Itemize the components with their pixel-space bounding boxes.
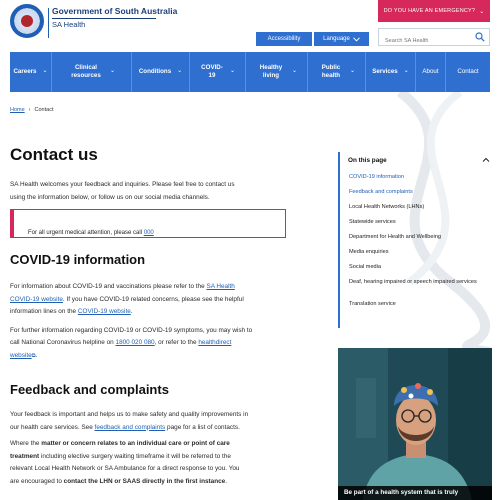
breadcrumb-separator: ›: [28, 107, 31, 113]
on-this-page-title: On this page: [348, 157, 387, 164]
government-name[interactable]: Government of South Australia: [52, 6, 178, 16]
nav-item-careers[interactable]: [10, 52, 52, 92]
feedback-complaints-link[interactable]: feedback and complaints: [94, 423, 166, 431]
promo-caption: Be part of a health system that is truly: [338, 486, 492, 500]
chevron-down-icon: [353, 37, 360, 42]
nav-item-label: Careers: [13, 67, 37, 75]
careers-promo-card[interactable]: [338, 348, 492, 500]
search-box: [378, 28, 490, 46]
breadcrumb-home-link[interactable]: Home: [10, 107, 25, 113]
urgent-text: [28, 221, 154, 239]
otp-item-covid[interactable]: [349, 174, 489, 189]
otp-item-label: Statewide services: [349, 219, 396, 225]
text: our health care services. See: [10, 423, 95, 431]
urgent-callout: [10, 209, 286, 238]
language-button[interactable]: [314, 32, 369, 46]
nav-item-contact[interactable]: [446, 52, 490, 92]
text: Where the: [10, 440, 42, 447]
page-title: Contact us: [10, 145, 98, 164]
text: page for a list of contacts.: [165, 423, 240, 431]
intro-line: using the information below, or follow us on our social media channels.: [10, 193, 210, 201]
otp-item-label: COVID-19 information: [349, 174, 405, 180]
sa-health-link[interactable]: SA Health: [206, 283, 235, 290]
logo-divider: [48, 8, 49, 38]
nav-item-healthy-living[interactable]: [246, 52, 308, 92]
text: .: [130, 308, 133, 315]
nav-item-public-health[interactable]: [308, 52, 366, 92]
otp-item-translation[interactable]: [349, 301, 489, 316]
external-link-icon: ⧉: [31, 352, 36, 359]
chevron-down-icon: ⌄: [479, 8, 485, 15]
text: information lines on the: [10, 308, 78, 315]
covid-section: [10, 252, 295, 488]
text: are encouraged to: [10, 477, 64, 485]
otp-item-label: Social media: [349, 264, 382, 270]
clinician-photo: [338, 348, 492, 500]
chevron-down-icon: ⌄: [229, 68, 236, 75]
nav-item-conditions[interactable]: [132, 52, 190, 92]
otp-item-social[interactable]: [349, 264, 489, 279]
search-input[interactable]: [379, 33, 467, 49]
otp-item-label: Department for Health and Wellbeing: [349, 234, 441, 240]
on-this-page-list: [349, 174, 489, 316]
bold-text: matter or concern relates to an individual care or point of care: [41, 440, 230, 447]
search-icon[interactable]: [475, 32, 485, 42]
sa-health-name[interactable]: SA Health: [52, 20, 86, 29]
nav-item-covid-19[interactable]: [190, 52, 246, 92]
nav-item-about[interactable]: [416, 52, 446, 92]
otp-item-label: Deaf, hearing impaired or speech impaired services: [349, 279, 477, 285]
covid-paragraph-1: [10, 281, 295, 319]
nav-item-services[interactable]: [366, 52, 416, 92]
nav-item-label: Clinical resources: [71, 63, 101, 79]
chevron-down-icon: ⌄: [42, 68, 48, 75]
logo-rule: [52, 18, 156, 19]
emergency-button[interactable]: [378, 0, 490, 22]
intro-line: SA Health welcomes your feedback and inquiries. Please feel free to contact us: [10, 181, 235, 188]
otp-item-feedback[interactable]: [349, 189, 489, 204]
healthdirect-website-link[interactable]: website: [10, 351, 32, 359]
otp-item-label: Feedback and complaints: [349, 189, 413, 195]
chevron-down-icon: ⌄: [177, 68, 183, 75]
text: call National Coronavirus helpline on: [10, 339, 116, 346]
nav-item-label: Services: [372, 67, 398, 75]
nav-item-label: Contact: [457, 67, 479, 75]
covid-website-link[interactable]: COVID-19 website: [10, 295, 63, 303]
accessibility-label: Accessibility: [267, 36, 301, 42]
covid-website-link-2[interactable]: COVID-19 website: [77, 308, 131, 315]
chevron-down-icon: ⌄: [109, 68, 116, 75]
nav-item-label: Healthy living: [259, 63, 283, 79]
accessibility-button[interactable]: [256, 32, 312, 46]
intro-text: [10, 179, 290, 204]
text: , or refer to the: [154, 339, 199, 346]
site-header: [0, 0, 500, 50]
text: For further information regarding COVID-19 or COVID-19 symptoms, you may wish to: [10, 326, 253, 334]
nav-item-label: Conditions: [138, 67, 172, 75]
text: relevant Local Health Network or SA Ambulance for a direct response to you. You: [10, 465, 240, 472]
language-label: Language: [323, 36, 350, 42]
on-this-page-nav: [338, 152, 492, 328]
nav-item-label: Public health: [321, 63, 341, 79]
bold-text: contact the LHN or SAAS directly in the first instance: [63, 477, 226, 485]
otp-item-media[interactable]: [349, 249, 489, 264]
text: including elective surgery waiting timeframe it will be referred to the: [39, 452, 231, 460]
feedback-paragraph-1: [10, 409, 295, 434]
feedback-heading: Feedback and complaints: [10, 382, 169, 397]
chevron-up-icon[interactable]: [482, 156, 490, 164]
text: . If you have COVID-19 related concerns, please see the helpful: [62, 295, 244, 303]
main-navigation: [10, 52, 490, 92]
nav-item-clinical-resources[interactable]: [52, 52, 132, 92]
nav-item-label: About: [422, 67, 439, 75]
text: For information about COVID-19 and vaccinations please refer to the: [10, 283, 207, 290]
otp-item-label: Local Health Networks (LHNs): [349, 204, 425, 210]
breadcrumb: [10, 107, 53, 113]
text: .: [225, 477, 228, 485]
chevron-down-icon: ⌄: [349, 68, 356, 75]
main-content: [10, 145, 290, 204]
otp-item-label: Media enquiries: [349, 249, 389, 255]
emergency-number-link[interactable]: 000: [143, 230, 154, 236]
nav-item-label: COVID-19: [201, 63, 223, 79]
feedback-paragraph-2: [10, 438, 295, 488]
chevron-down-icon: ⌄: [403, 68, 409, 75]
bold-text: treatment: [10, 452, 40, 460]
healthdirect-link[interactable]: healthdirect: [198, 339, 232, 346]
breadcrumb-current: Contact: [34, 107, 54, 113]
covid-paragraph-2: [10, 325, 295, 363]
helpline-phone-link[interactable]: 1800 020 080: [115, 339, 155, 346]
government-crest-icon[interactable]: [10, 4, 44, 38]
otp-item-label: Translation service: [349, 301, 396, 307]
text: Your feedback is important and helps us to make safety and quality improvements in: [10, 411, 249, 418]
otp-item-lhns[interactable]: [349, 204, 489, 219]
otp-item-department[interactable]: [349, 234, 489, 249]
covid-heading: COVID-19 information: [10, 252, 146, 267]
urgent-label: For all urgent medical attention, please call: [28, 230, 144, 236]
chevron-down-icon: ⌄: [291, 68, 298, 75]
otp-item-deaf[interactable]: [349, 279, 489, 301]
text: .: [35, 351, 38, 359]
emergency-label: DO YOU HAVE AN EMERGENCY?: [383, 8, 476, 14]
otp-item-statewide[interactable]: [349, 219, 489, 234]
